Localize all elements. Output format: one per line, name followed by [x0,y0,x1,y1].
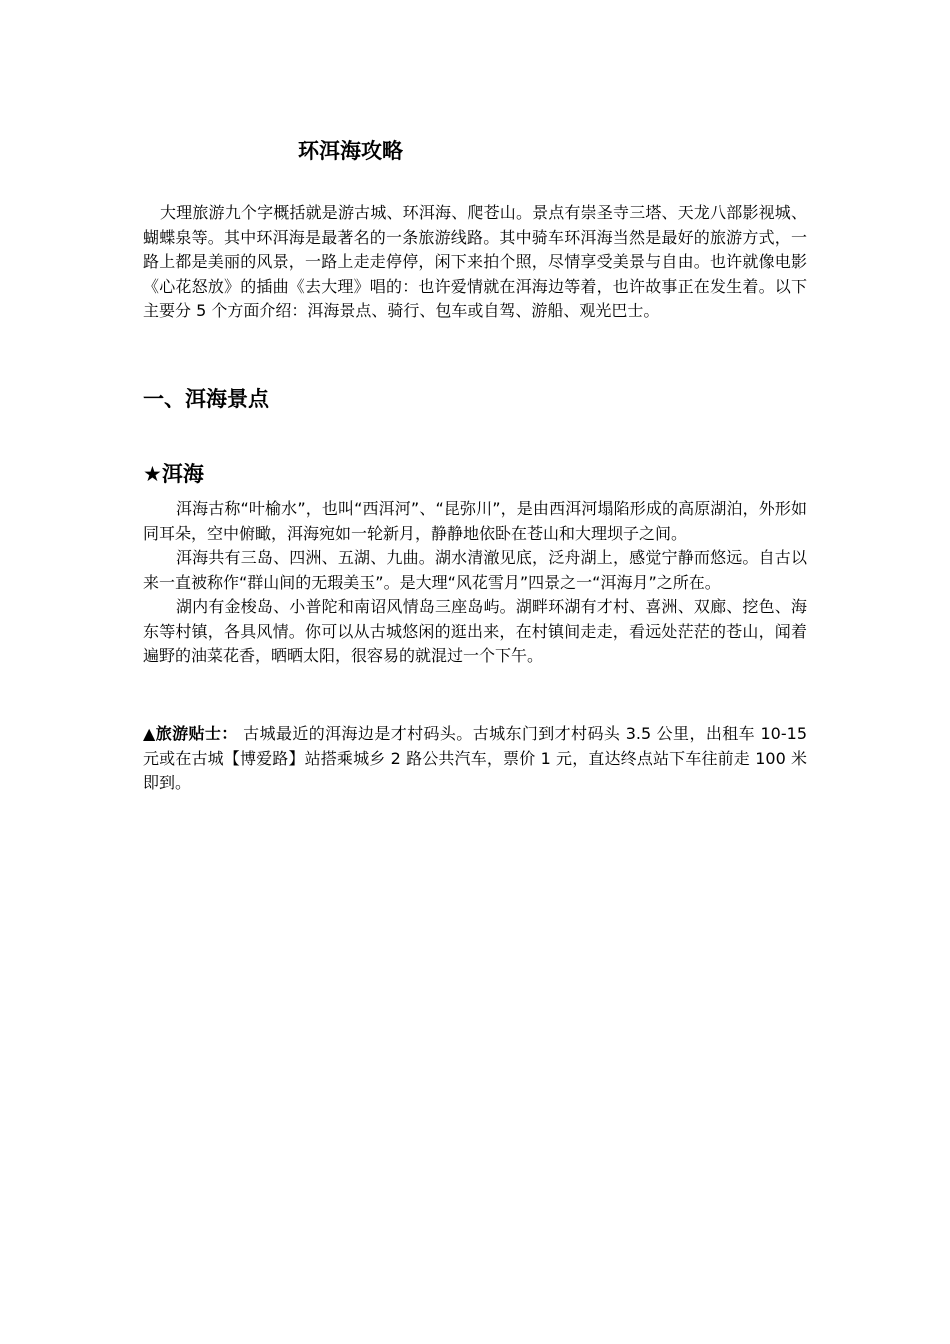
erhai-description [143,497,807,669]
erhai-paragraph-2: 洱海共有三岛、四洲、五湖、九曲。湖水清澈见底，泛舟湖上，感觉宁静而悠远。自古以来一直被称作“群山间的无瑕美玉”。是大理“风花雪月”四景之一“洱海月”之所在。 [143,548,807,592]
section-heading-erhai-sights: 一、洱海景点 [143,387,269,411]
erhai-paragraph-3: 湖内有金梭岛、小普陀和南诏风情岛三座岛屿。湖畔环湖有才村、喜洲、双廊、挖色、海东等村镇，各具风情。你可以从古城悠闲的逛出来，在村镇间走走，看远处茫茫的苍山，闻着遍野的油菜花香，晒晒太阳，很容易的就混过一个下午。 [143,597,807,665]
intro-paragraph: 大理旅游九个字概括就是游古城、环洱海、爬苍山。景点有崇圣寺三塔、天龙八部影视城、蝴蝶泉等。其中环洱海是最著名的一条旅游线路。其中骑车环洱海当然是最好的旅游方式，一路上都是美丽的风景，一路上走走停停，闲下来拍个照，尽情享受美景与自由。也许就像电影《心花怒放》的插曲《去大理》唱的：也许爱情就在洱海边等着，也许故事正在发生着。以下主要分 5 个方面介绍：洱海景点、骑行、包车或自驾、游船、观光巴士。 [143,203,807,320]
travel-tip-label: ▲旅游贴士： [143,724,238,743]
subsection-heading-erhai: ★洱海 [143,462,204,486]
travel-tip [143,722,807,796]
travel-tip-text: 古城最近的洱海边是才村码头。古城东门到才村码头 3.5 公里，出租车 10-15 元或在古城【博爱路】站搭乘城乡 2 路公共汽车，票价 1 元，直达终点站下车往前走 100 米即到。 [143,724,807,792]
erhai-paragraph-1: 洱海古称“叶榆水”，也叫“西洱河”、“昆弥川”，是由西洱河塌陷形成的高原湖泊，外形如同耳朵，空中俯瞰，洱海宛如一轮新月，静静地依卧在苍山和大理坝子之间。 [143,499,807,543]
document-title: 环洱海攻略 [298,139,403,163]
